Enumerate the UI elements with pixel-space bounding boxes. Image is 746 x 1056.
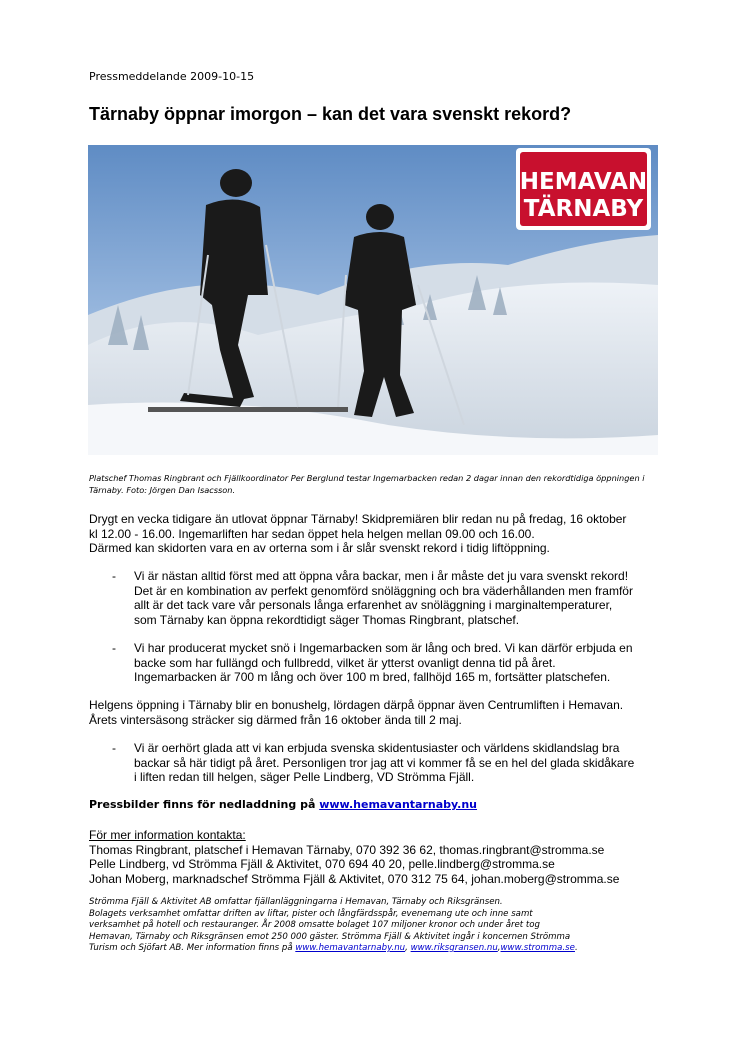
weekend-line: Helgens öppning i Tärnaby blir en bonushelg, lördagen därpå öppnar även Centrumliften i Hemavan. — [89, 698, 624, 712]
riksgransen-link[interactable]: www.riksgransen.nu — [410, 943, 498, 953]
press-text: Pressbilder finns för nedladdning på — [89, 798, 320, 811]
quote-line: Vi är nästan alltid först med att öppna våra backar, men i år måste det ju vara svenskt rekord! — [134, 569, 629, 583]
contact-line: Thomas Ringbrant, platschef i Hemavan Tärnaby, 070 392 36 62, thomas.ringbrant@stromma.se — [89, 842, 605, 857]
quote-line: backe som har fullängd och fullbredd, vilket är ytterst ovanligt denna tid på året. — [134, 655, 556, 670]
contact-header: För mer information kontakta: — [89, 828, 246, 842]
footer-line: Hemavan, Tärnaby och Riksgränsen emot 250 000 gäster. Strömma Fjäll & Aktivitet ingår i koncernen Strömma — [89, 931, 571, 942]
bullet-dash: - — [112, 741, 116, 755]
quote-ringbrant — [112, 569, 657, 627]
intro-line: Därmed kan skidorten vara en av orterna som i år slår svenskt rekord i tidig liftöppning. — [89, 541, 550, 555]
contact-line: Johan Moberg, marknadschef Strömma Fjäll & Aktivitet, 070 312 75 64, johan.moberg@stromma.se — [89, 871, 620, 886]
footer-prefix: Turism och Sjöfart AB. Mer information finns på — [89, 943, 296, 953]
headline: Tärnaby öppnar imorgon – kan det vara svenskt rekord? — [89, 104, 572, 124]
footer-end: . — [574, 943, 578, 953]
footer-line-links — [89, 943, 664, 955]
press-link[interactable]: www.hemavantarnaby.nu — [319, 798, 478, 811]
logo-line2: TÄRNABY — [523, 196, 644, 222]
weekend-paragraph — [89, 698, 659, 727]
footer-line: Strömma Fjäll & Aktivitet AB omfattar fjällanläggningarna i Hemavan, Tärnaby och Riksgränsen. — [89, 897, 503, 907]
quote-line: Vi är oerhört glada att vi kan erbjuda svenska skidentusiaster och världens skidlandslag bra — [134, 741, 620, 755]
skier-photo — [88, 145, 658, 455]
hemavantarnaby-link[interactable]: www.hemavantarnaby.nu — [295, 943, 406, 953]
contact-line: Pelle Lindberg, vd Strömma Fjäll & Aktivitet, 070 694 40 20, pelle.lindberg@stromma.se — [89, 857, 555, 871]
photo-caption: Platschef Thomas Ringbrant och Fjällkoordinator Per Berglund testar Ingemarbacken redan 2 dagar innan den rekordtidiga öppningen i Tärnaby. Foto: Jörgen Dan Isacsson. — [89, 473, 645, 495]
intro-line: Drygt en vecka tidigare än utlovat öppnar Tärnaby! Skidpremiären blir redan nu på fredag, 16 oktober — [89, 512, 627, 526]
link-separator: , — [497, 943, 501, 953]
quote-line: som Tärnaby kan öppna rekordtidigt säger Thomas Ringbrant, platschef. — [134, 612, 520, 627]
bullet-dash: - — [112, 641, 116, 655]
weekend-line: Årets vintersäsong sträcker sig därmed från 16 oktober ända till 2 maj. — [89, 712, 462, 727]
bullet-dash: - — [112, 569, 116, 583]
quote-line: backar så här tidigt på året. Personligen tror jag att vi kommer få se en hel del glada skidåkare — [134, 755, 635, 770]
quote-line: i liften redan till helgen, säger Pelle Lindberg, VD Strömma Fjäll. — [134, 770, 475, 784]
quote-lindberg — [112, 741, 657, 785]
dateline: Pressmeddelande 2009-10-15 — [89, 70, 255, 83]
quote-line: Ingemarbacken är 700 m lång och över 100 m bred, fallhöjd 165 m, fortsätter platschefen. — [134, 670, 611, 684]
footer-line: verksamhet på hotell och restauranger. År 2008 omsatte bolaget 107 miljoner kronor och under året tog — [89, 920, 540, 930]
logo-line1: HEMAVAN — [519, 169, 648, 195]
press-images-line — [89, 798, 477, 811]
company-footer — [89, 897, 664, 955]
stromma-link[interactable]: www.stromma.se — [500, 943, 575, 953]
intro-line: kl 12.00 - 16.00. Ingemarliften har sedan öppet hela helgen mellan 09.00 och 16.00. — [89, 526, 535, 541]
quote-ingemarbacken — [112, 641, 657, 685]
quote-line: allt är det tack vare vår personals långa erfarenhet av snöläggning i marginaltemperaturer, — [134, 598, 613, 612]
footer-line: Bolagets verksamhet omfattar driften av liftar, pister och långfärdsspår, evenemang ute och inne samt — [89, 908, 533, 919]
intro-paragraph — [89, 512, 659, 556]
quote-line: Vi har producerat mycket snö i Ingemarbacken som är lång och bred. Vi kan därför erbjuda en — [134, 641, 633, 655]
contact-block — [89, 828, 619, 886]
hemavan-tarnaby-logo — [516, 148, 651, 230]
link-separator: , — [405, 943, 411, 953]
quote-line: Det är en kombination av perfekt genomförd snöläggning och bra väderhållanden men framför — [134, 583, 633, 598]
photo-illustration — [88, 145, 658, 455]
